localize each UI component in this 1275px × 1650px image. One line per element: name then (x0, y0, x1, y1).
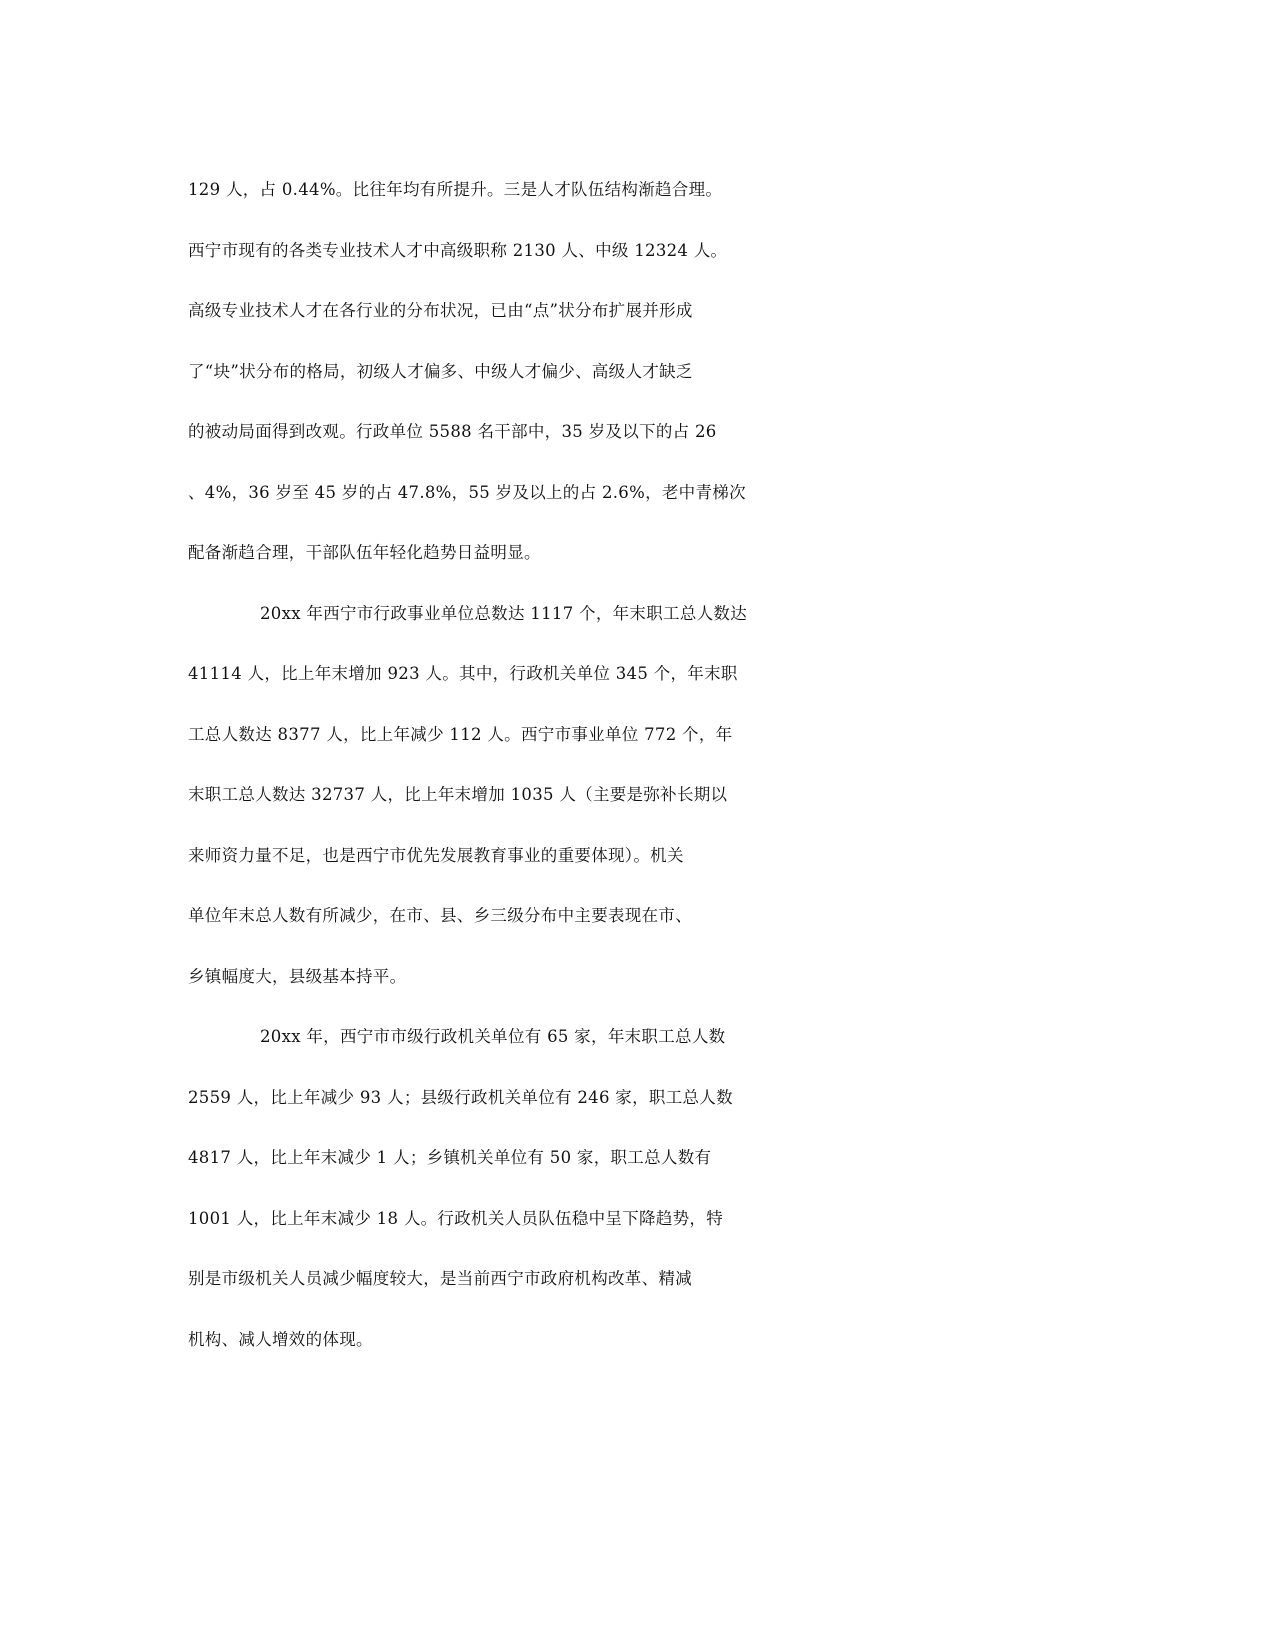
paragraph (188, 584, 1088, 1008)
text-line: 来师资力量不足，也是西宁市优先发展教育事业的重要体现）。机关 (188, 845, 684, 865)
text-line: 单位年末总人数有所减少，在市、县、乡三级分布中主要表现在市、 (188, 906, 692, 925)
text-line: 20xx 年西宁市行政事业单位总数达 1117 个，年末职工总人数达 (260, 603, 748, 623)
paragraph (188, 160, 1088, 584)
text-line: 别是市级机关人员减少幅度较大，是当前西宁市政府机构改革、精减 (188, 1269, 692, 1288)
text-line: 工总人数达 8377 人，比上年减少 112 人。西宁市事业单位 772 个，年 (188, 724, 733, 744)
text-line: 高级专业技术人才在各行业的分布状况，已由“点”状分布扩展并形成 (188, 301, 693, 320)
document-body (188, 160, 1088, 1370)
text-line: 乡镇幅度大，县级基本持平。 (188, 966, 407, 986)
text-line: 配备渐趋合理，干部队伍年轻化趋势日益明显。 (188, 543, 541, 562)
text-line: 4817 人，比上年末减少 1 人；乡镇机关单位有 50 家，职工总人数有 (188, 1148, 712, 1167)
text-line: 129 人，占 0.44%。比往年均有所提升。三是人才队伍结构渐趋合理。 (188, 180, 723, 199)
text-line: 41114 人，比上年末增加 923 人。其中，行政机关单位 345 个，年末职 (188, 664, 738, 683)
text-line: 机构、减人增效的体现。 (188, 1329, 373, 1349)
text-line: 的被动局面得到改观。行政单位 5588 名干部中，35 岁及以下的占 26 (188, 422, 717, 441)
text-line: 20xx 年，西宁市市级行政机关单位有 65 家，年末职工总人数 (260, 1027, 726, 1046)
paragraph (188, 1007, 1088, 1370)
text-line: 1001 人，比上年末减少 18 人。行政机关人员队伍稳中呈下降趋势，特 (188, 1208, 724, 1228)
text-line: 末职工总人数达 32737 人，比上年末增加 1035 人（主要是弥补长期以 (188, 785, 728, 804)
text-line: 了“块”状分布的格局，初级人才偏多、中级人才偏少、高级人才缺乏 (188, 361, 693, 381)
text-line: 、4%，36 岁至 45 岁的占 47.8%，55 岁及以上的占 2.6%，老中青梯次 (188, 482, 746, 502)
text-line: 西宁市现有的各类专业技术人才中高级职称 2130 人、中级 12324 人。 (188, 240, 728, 260)
text-line: 2559 人，比上年减少 93 人；县级行政机关单位有 246 家，职工总人数 (188, 1087, 733, 1107)
